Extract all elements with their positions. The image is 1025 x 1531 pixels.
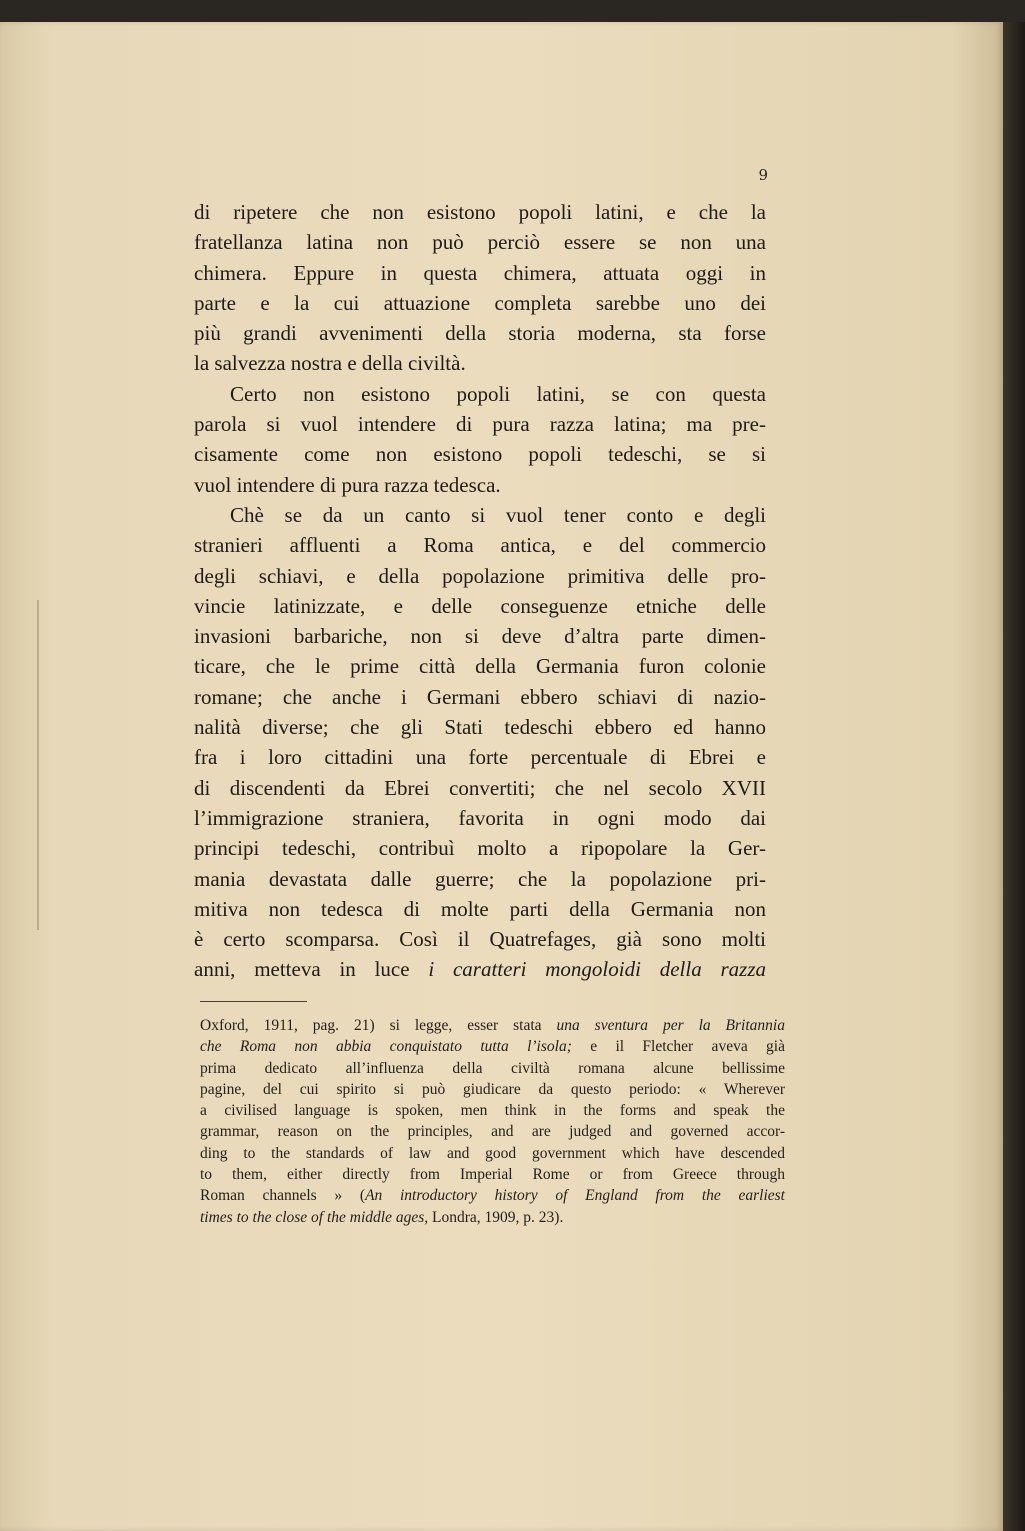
text-line: Chè se da un canto si vuol tener conto e degli <box>230 502 766 527</box>
text-line: cisamente come non esistono popoli tedeschi, se si <box>194 442 766 467</box>
main-text <box>194 197 766 985</box>
text-line: parola si vuol intendere di pura razza latina; ma pre- <box>194 412 766 437</box>
text-line: mania devastata dalle guerre; che la popolazione pri- <box>194 866 766 891</box>
text-line: la salvezza nostra e della civiltà. <box>194 351 466 376</box>
text-line: di discendenti da Ebrei convertiti; che nel secolo XVII <box>194 775 766 800</box>
text-line: invasioni barbariche, non si deve d’altra parte dimen- <box>194 624 766 649</box>
page-number: 9 <box>758 166 768 184</box>
text-line: nalità diverse; che gli Stati tedeschi ebbero ed hanno <box>194 715 766 740</box>
footnote-line: prima dedicato all’influenza della civiltà romana alcune bellissime <box>200 1059 785 1077</box>
text-line: l’immigrazione straniera, favorita in ogni modo dai <box>194 805 766 830</box>
text-line: mitiva non tedesca di molte parti della Germania non <box>194 896 766 921</box>
footnote-line: to them, either directly from Imperial Rome or from Greece through <box>200 1166 785 1184</box>
footnote-separator <box>200 1001 307 1002</box>
text-line: è certo scomparsa. Così il Quatrefages, già sono molti <box>194 927 766 952</box>
page-edge-shadow <box>1003 22 1025 1531</box>
footnote-line: ding to the standards of law and good government which have descended <box>200 1144 785 1162</box>
text-line: principi tedeschi, contribuì molto a ripopolare la Ger- <box>194 836 766 861</box>
footnote-line: grammar, reason on the principles, and are judged and governed accor- <box>200 1123 785 1141</box>
footnote-line: Oxford, 1911, pag. 21) si legge, esser stata una sventura per la Britannia <box>200 1017 785 1034</box>
footnote-line: times to the close of the middle ages, Londra, 1909, p. 23). <box>200 1208 564 1226</box>
text-line: Certo non esistono popoli latini, se con questa <box>230 381 766 406</box>
text-line: di ripetere che non esistono popoli latini, e che la <box>194 200 766 224</box>
footnote-line: che Roma non abbia conquistato tutta l’isola; e il Fletcher aveva già <box>200 1038 785 1056</box>
text-line: chimera. Eppure in questa chimera, attuata oggi in <box>194 260 766 285</box>
text-line: degli schiavi, e della popolazione primitiva delle pro- <box>194 563 766 588</box>
text-line: anni, metteva in luce i caratteri mongoloidi della razza <box>194 957 766 982</box>
text-line: più grandi avvenimenti della storia moderna, sta forse <box>194 321 766 346</box>
text-line: romane; che anche i Germani ebbero schiavi di nazio- <box>194 684 766 709</box>
text-line: ticare, che le prime città della Germania furon colonie <box>194 654 766 679</box>
text-line: fratellanza latina non può perciò essere se non una <box>194 230 766 255</box>
text-line: fra i loro cittadini una forte percentuale di Ebrei e <box>194 745 766 770</box>
text-line: vincie latinizzate, e delle conseguenze etniche delle <box>194 593 766 618</box>
footnote-line: Roman channels » (An introductory history of England from the earliest <box>200 1187 785 1205</box>
footnote <box>200 1015 785 1228</box>
footnote-line: pagine, del cui spirito si può giudicare da questo periodo: « Wherever <box>200 1080 785 1098</box>
text-line: vuol intendere di pura razza tedesca. <box>194 472 501 497</box>
footnote-line: a civilised language is spoken, men think in the forms and speak the <box>200 1102 785 1120</box>
text-line: stranieri affluenti a Roma antica, e del commercio <box>194 533 766 558</box>
text-line: parte e la cui attuazione completa sarebbe uno dei <box>194 290 766 315</box>
page-fold-mark <box>37 600 39 930</box>
